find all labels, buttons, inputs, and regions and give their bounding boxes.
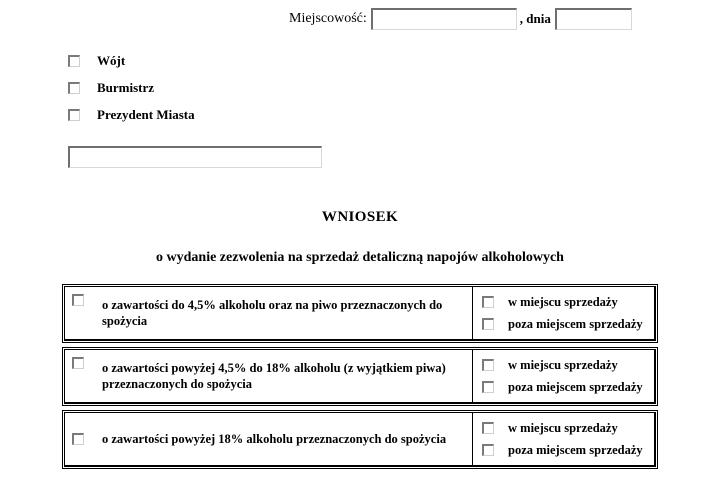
table-row — [62, 410, 658, 469]
category-cell-3[interactable] — [65, 413, 473, 465]
authority-label-prezydent-miasta: Prezydent Miasta — [97, 107, 195, 122]
beverage-category-table — [62, 284, 658, 473]
category-cell-1[interactable] — [65, 287, 473, 339]
sale-place-checkbox-in-place-1[interactable] — [482, 296, 494, 308]
category-checkbox-2[interactable] — [72, 357, 84, 369]
sale-place-cell-2 — [473, 350, 654, 402]
authority-option-burmistrz[interactable] — [68, 79, 195, 106]
authority-label-burmistrz: Burmistrz — [97, 80, 155, 95]
sale-place-label-in-place-2: w miejscu sprzedaży — [508, 357, 618, 372]
authority-label-wojt: Wójt — [97, 53, 126, 68]
document-title: WNIOSEK — [321, 209, 399, 225]
authority-checkbox-wojt[interactable] — [68, 55, 80, 67]
sale-place-option-off-place-1[interactable] — [482, 313, 650, 335]
sale-place-label-off-place-3: poza miejscem sprzedaży — [508, 442, 643, 457]
date-input[interactable] — [555, 8, 632, 30]
table-row — [62, 284, 658, 343]
table-row — [62, 347, 658, 406]
sale-place-label-in-place-1: w miejscu sprzedaży — [508, 294, 618, 309]
sale-place-cell-3 — [473, 413, 654, 465]
category-checkbox-1[interactable] — [72, 294, 84, 306]
sale-place-option-off-place-2[interactable] — [482, 376, 650, 398]
sale-place-label-off-place-2: poza miejscem sprzedaży — [508, 379, 643, 394]
sale-place-option-in-place-1[interactable] — [482, 291, 650, 313]
locality-label: Miejscowość: — [289, 11, 367, 26]
sale-place-label-off-place-1: poza miejscem sprzedaży — [508, 316, 643, 331]
category-label-3: o zawartości powyżej 18% alkoholu przeznaczonych do spożycia — [102, 431, 447, 446]
document-subtitle: o wydanie zezwolenia na sprzedaż detaliczną napojów alkoholowych — [156, 250, 564, 265]
sale-place-option-in-place-3[interactable] — [482, 417, 650, 439]
date-label: , dnia — [519, 11, 551, 26]
locality-input[interactable] — [371, 8, 517, 30]
category-cell-2[interactable] — [65, 350, 473, 402]
authority-option-wojt[interactable] — [68, 52, 195, 79]
header-locality-date-row — [289, 8, 632, 30]
category-checkbox-3[interactable] — [72, 433, 84, 445]
category-label-2: o zawartości powyżej 4,5% do 18% alkoholu (z wyjątkiem piwa) przeznaczonych do spożycia — [102, 360, 446, 391]
sale-place-cell-1 — [473, 287, 654, 339]
sale-place-checkbox-in-place-3[interactable] — [482, 422, 494, 434]
authority-option-prezydent-miasta[interactable] — [68, 106, 195, 133]
authority-checkbox-prezydent-miasta[interactable] — [68, 109, 80, 121]
sale-place-checkbox-off-place-2[interactable] — [482, 381, 494, 393]
authority-options-group — [68, 52, 195, 133]
category-label-1: o zawartości do 4,5% alkoholu oraz na piwo przeznaczonych do spożycia — [102, 297, 443, 328]
sale-place-label-in-place-3: w miejscu sprzedaży — [508, 420, 618, 435]
sale-place-option-off-place-3[interactable] — [482, 439, 650, 461]
sale-place-checkbox-off-place-1[interactable] — [482, 318, 494, 330]
sale-place-checkbox-in-place-2[interactable] — [482, 359, 494, 371]
sale-place-option-in-place-2[interactable] — [482, 354, 650, 376]
authority-checkbox-burmistrz[interactable] — [68, 82, 80, 94]
authority-name-input[interactable] — [68, 146, 322, 168]
sale-place-checkbox-off-place-3[interactable] — [482, 444, 494, 456]
